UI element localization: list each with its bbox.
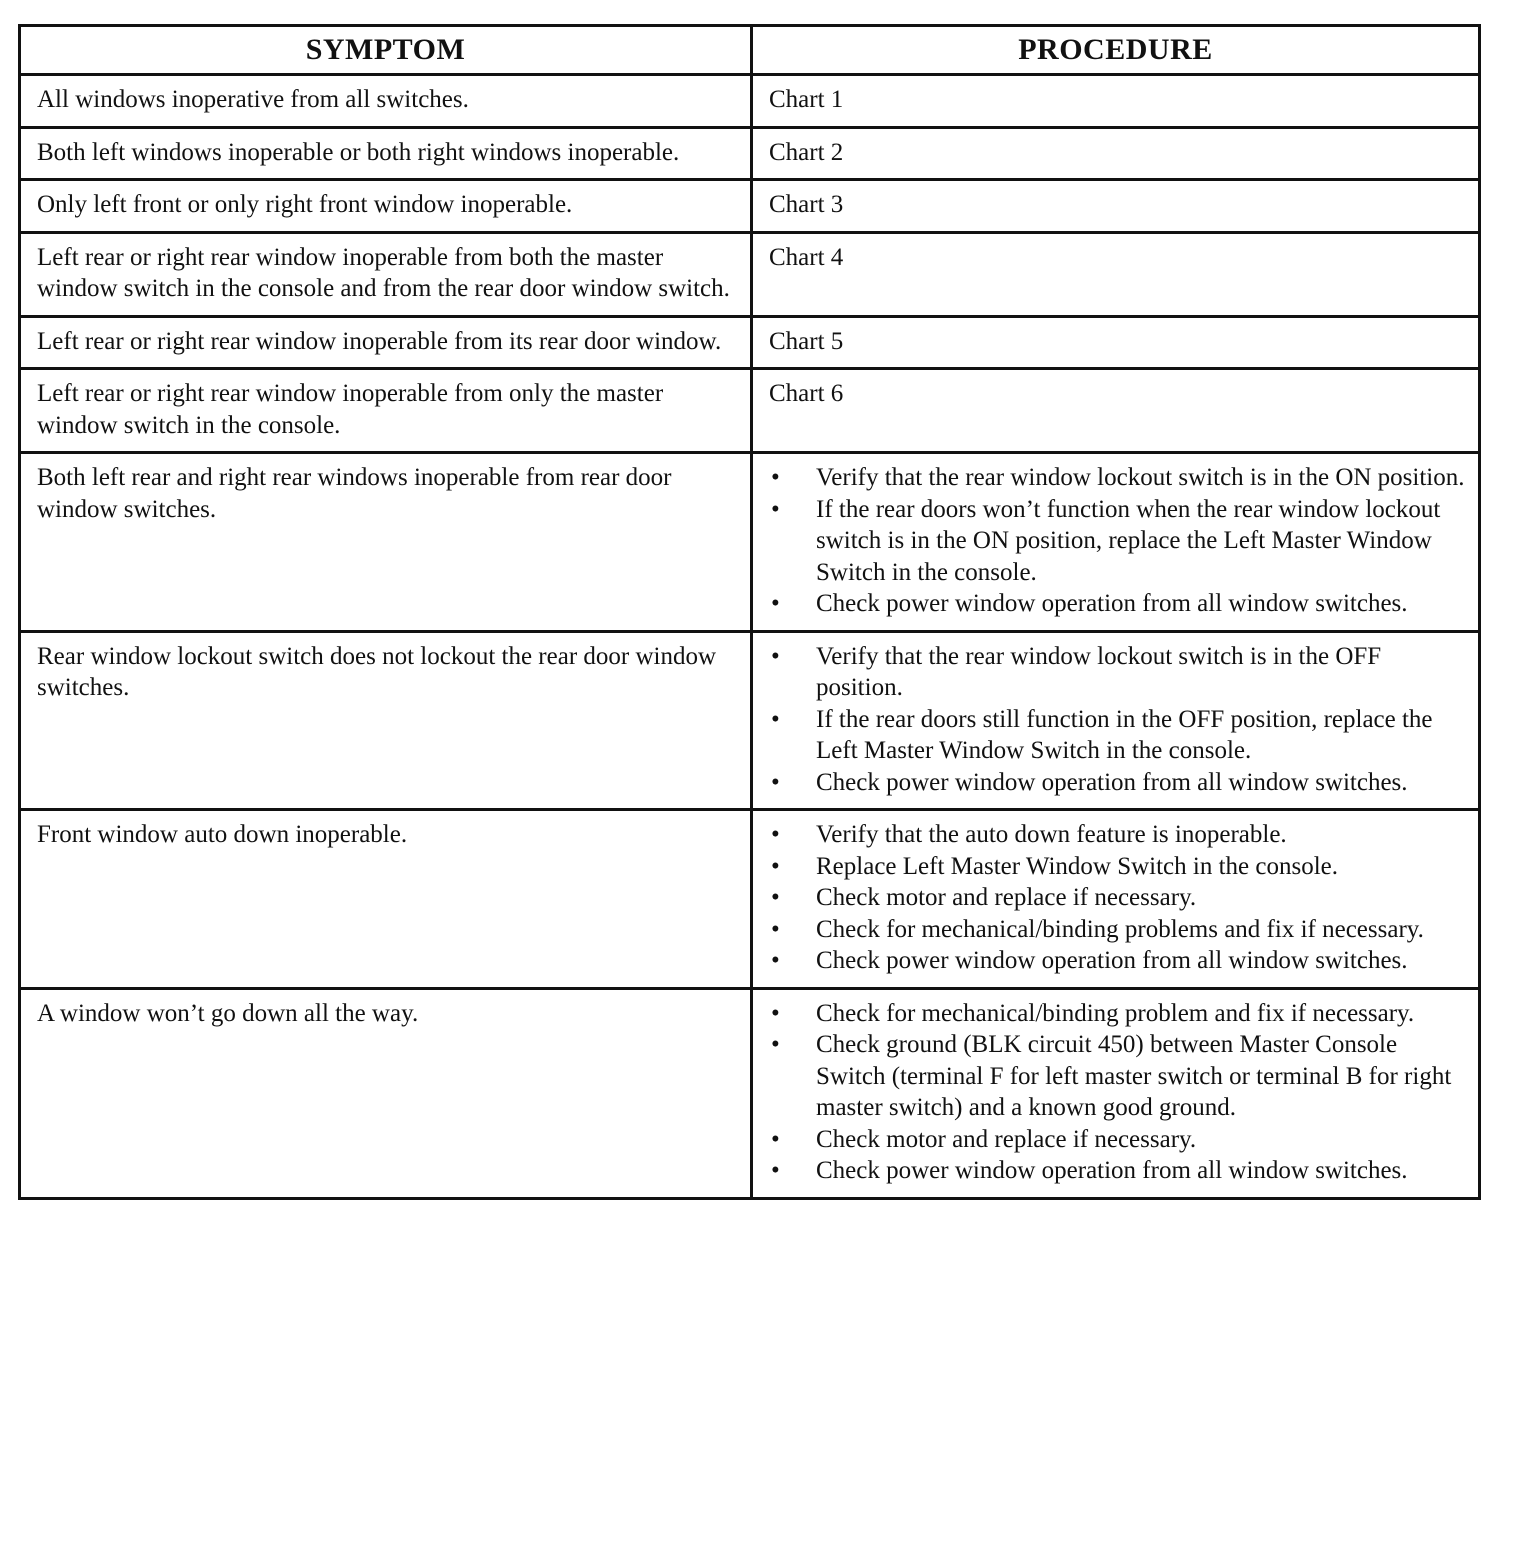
table-row bbox=[20, 369, 1480, 453]
table-row bbox=[20, 127, 1480, 180]
procedure-step: • Replace Left Master Window Switch in the console. bbox=[769, 851, 1468, 883]
procedure-cell: Chart 6 bbox=[752, 369, 1480, 453]
procedure-step: • Check for mechanical/binding problem and fix if necessary. bbox=[769, 998, 1468, 1030]
procedure-cell: Chart 5 bbox=[752, 316, 1480, 369]
procedure-step: • Verify that the rear window lockout switch is in the ON position. bbox=[769, 462, 1468, 494]
header-row bbox=[20, 26, 1480, 75]
symptom-procedure-table bbox=[18, 24, 1481, 1200]
procedure-cell bbox=[752, 988, 1480, 1198]
table-row bbox=[20, 631, 1480, 810]
symptom-cell: Rear window lockout switch does not lockout the rear door window switches. bbox=[20, 631, 752, 810]
procedure-cell: Chart 2 bbox=[752, 127, 1480, 180]
procedure-cell bbox=[752, 631, 1480, 810]
procedure-steps bbox=[769, 819, 1468, 977]
table-row bbox=[20, 180, 1480, 233]
procedure-cell: Chart 1 bbox=[752, 75, 1480, 128]
symptom-cell: Front window auto down inoperable. bbox=[20, 810, 752, 989]
procedure-step: • Check motor and replace if necessary. bbox=[769, 1124, 1468, 1156]
procedure-step: • If the rear doors won’t function when the rear window lockout switch is in the ON position, replace the Left Master Window Switch in the console. bbox=[769, 494, 1468, 589]
symptom-header: SYMPTOM bbox=[20, 26, 752, 75]
procedure-step: • Check ground (BLK circuit 450) between Master Console Switch (terminal F for left master switch or terminal B for right master switch) and a known good ground. bbox=[769, 1029, 1468, 1124]
symptom-cell: Left rear or right rear window inoperable from both the master window switch in the console and from the rear door window switch. bbox=[20, 232, 752, 316]
procedure-step: • Check motor and replace if necessary. bbox=[769, 882, 1468, 914]
procedure-cell: Chart 4 bbox=[752, 232, 1480, 316]
symptom-cell: A window won’t go down all the way. bbox=[20, 988, 752, 1198]
procedure-step: • Verify that the auto down feature is inoperable. bbox=[769, 819, 1468, 851]
table-row bbox=[20, 988, 1480, 1198]
procedure-step: • Check power window operation from all window switches. bbox=[769, 945, 1468, 977]
procedure-cell bbox=[752, 453, 1480, 632]
symptom-cell: Both left rear and right rear windows inoperable from rear door window switches. bbox=[20, 453, 752, 632]
procedure-steps bbox=[769, 998, 1468, 1187]
table-row bbox=[20, 75, 1480, 128]
symptom-cell: Both left windows inoperable or both right windows inoperable. bbox=[20, 127, 752, 180]
procedure-step: • If the rear doors still function in the OFF position, replace the Left Master Window Switch in the console. bbox=[769, 704, 1468, 767]
procedure-cell bbox=[752, 810, 1480, 989]
table-row bbox=[20, 453, 1480, 632]
procedure-steps bbox=[769, 462, 1468, 620]
table-row bbox=[20, 810, 1480, 989]
table-row bbox=[20, 316, 1480, 369]
procedure-step: • Check for mechanical/binding problems and fix if necessary. bbox=[769, 914, 1468, 946]
procedure-step: • Verify that the rear window lockout switch is in the OFF position. bbox=[769, 641, 1468, 704]
procedure-step: • Check power window operation from all window switches. bbox=[769, 1155, 1468, 1187]
procedure-step: • Check power window operation from all window switches. bbox=[769, 588, 1468, 620]
procedure-steps bbox=[769, 641, 1468, 799]
table-row bbox=[20, 232, 1480, 316]
symptom-cell: Left rear or right rear window inoperable from only the master window switch in the console. bbox=[20, 369, 752, 453]
procedure-header: PROCEDURE bbox=[752, 26, 1480, 75]
symptom-cell: All windows inoperative from all switches. bbox=[20, 75, 752, 128]
procedure-cell: Chart 3 bbox=[752, 180, 1480, 233]
procedure-step: • Check power window operation from all window switches. bbox=[769, 767, 1468, 799]
symptom-cell: Only left front or only right front window inoperable. bbox=[20, 180, 752, 233]
symptom-cell: Left rear or right rear window inoperable from its rear door window. bbox=[20, 316, 752, 369]
